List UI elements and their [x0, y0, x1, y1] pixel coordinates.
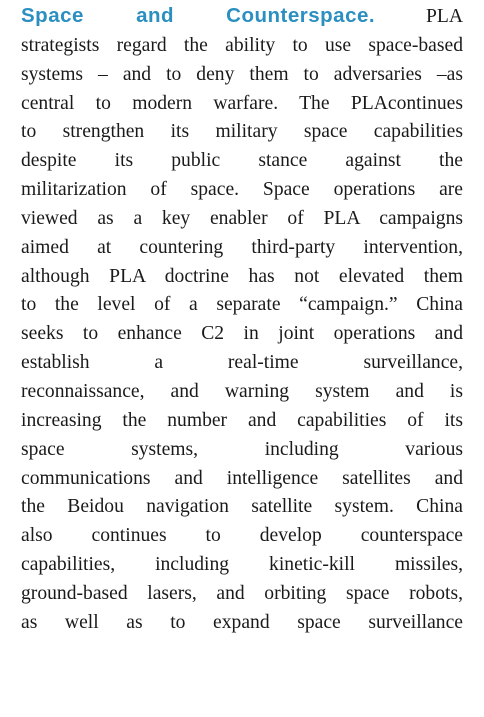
text-line-18: the Beidou navigation satellite system. China: [21, 496, 463, 518]
text-line-2: strategists regard the ability to use space-based: [21, 34, 463, 56]
text-line-12: seeks to enhance C2 in joint operations and: [21, 323, 463, 345]
text-line-10: although PLA doctrine has not elevated them: [21, 265, 463, 287]
section-heading: Space and Counterspace.: [21, 4, 376, 27]
text-line-6: despite its public stance against the: [21, 150, 463, 172]
text-line-9: aimed at countering third-party intervention,: [21, 236, 463, 258]
text-line-13: establish a real-time surveillance,: [21, 352, 463, 374]
text-line-1: [21, 2, 463, 32]
text-line-3: systems – and to deny them to adversaries –as: [21, 63, 463, 85]
text-line-15: increasing the number and capabilities of its: [21, 409, 463, 431]
text-line-4: central to modern warfare. The PLAcontinues: [21, 92, 463, 114]
text-line-16: space systems, including various: [21, 438, 463, 460]
text-line-7: militarization of space. Space operations are: [21, 179, 463, 201]
text-line-11: to the level of a separate “campaign.” China: [21, 294, 463, 316]
text-line-17: communications and intelligence satellites and: [21, 467, 463, 489]
text-line-19: also continues to develop counterspace: [21, 525, 463, 547]
text-line-14: reconnaissance, and warning system and is: [21, 380, 463, 402]
text-line-8: viewed as a key enabler of PLA campaigns: [21, 207, 463, 229]
text-line-5: to strengthen its military space capabilities: [21, 121, 463, 143]
text-line-22: as well as to expand space surveillance: [21, 611, 463, 633]
text-line-1-tail: PLA: [425, 6, 463, 27]
text-line-21: ground-based lasers, and orbiting space robots,: [21, 582, 463, 604]
text-line-20: capabilities, including kinetic-kill missiles,: [21, 554, 463, 576]
body-paragraph: [21, 2, 463, 638]
